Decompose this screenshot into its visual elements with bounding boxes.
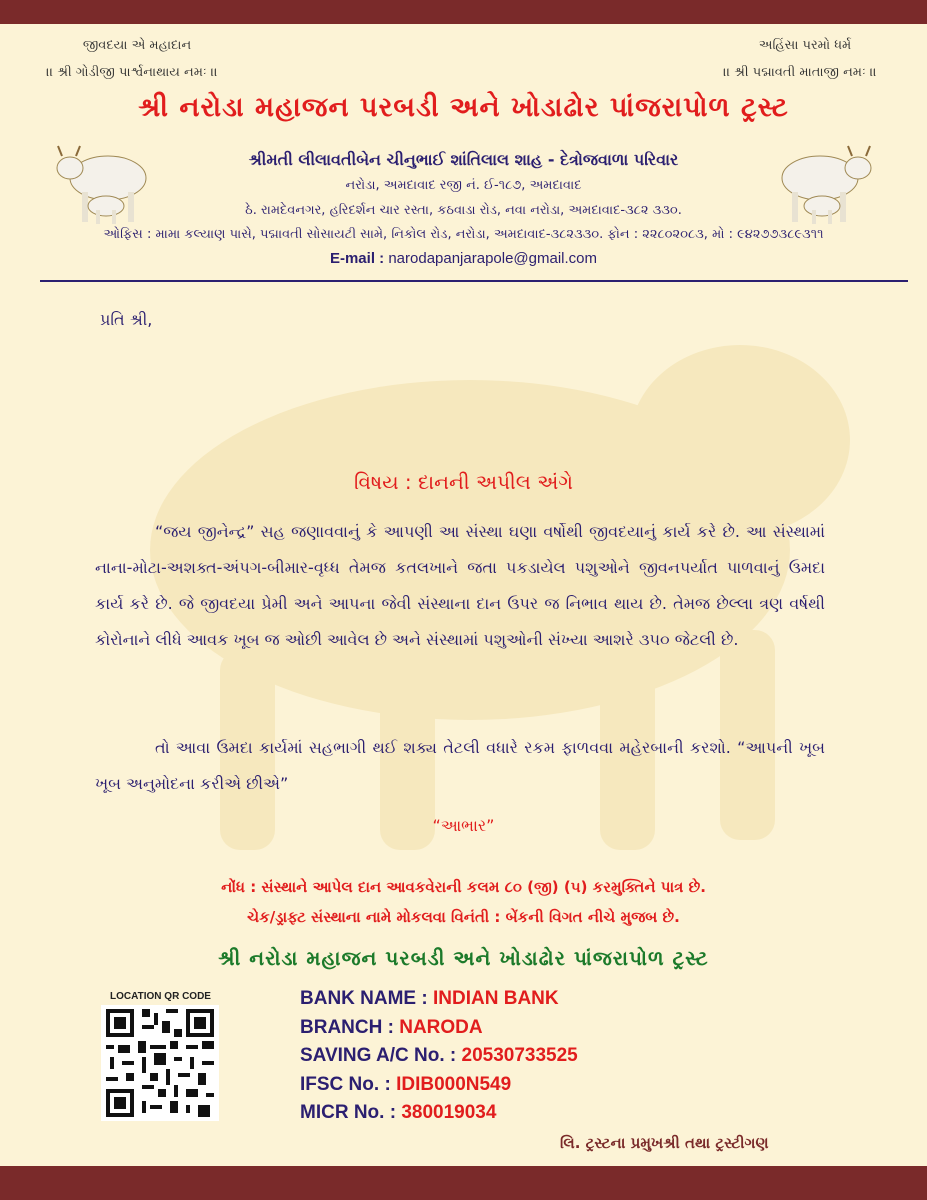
bank-detail-value: 20530733525 (461, 1045, 578, 1066)
qr-caption: LOCATION QR CODE (110, 991, 211, 1002)
bank-detail-value: INDIAN BANK (433, 988, 559, 1009)
family-name: શ્રીમતી લીલાવતીબેન ચીનુભાઈ શાંતિલાલ શાહ - દેત્રોજવાળા પરિવાર (248, 150, 679, 169)
email-address: narodapanjarapole@gmail.com (388, 250, 598, 267)
letter-subject: વિષય : દાનની અપીલ અંગે (354, 470, 573, 494)
thanks-line: “આભાર” (432, 816, 495, 835)
bank-branch-row (300, 1017, 483, 1039)
bank-micr-row (300, 1102, 496, 1124)
registration-line: નરોડા, અમદાવાદ રજી નં. ઈ-૧૮૭, અમદાવાદ (345, 178, 582, 193)
trust-name-footer: શ્રી નરોડા મહાજન પરબડી અને ખોડાઢોર પાંજરાપોળ ટ્રસ્ટ (218, 946, 709, 970)
qr-code-icon (101, 1005, 219, 1121)
bank-detail-label: BANK NAME : (300, 988, 433, 1009)
bank-detail-label: IFSC No. : (300, 1074, 397, 1095)
header-divider (40, 280, 908, 282)
signature-line: લિ. ટ્રસ્ટના પ્રમુખશ્રી તથા ટ્રસ્ટીગણ (560, 1134, 769, 1152)
header-invocation-right: ।। શ્રી પદ્માવતી માતાજી નમઃ ।। (723, 65, 877, 80)
bottom-border-band (0, 1166, 927, 1200)
bank-detail-value: 380019034 (401, 1102, 497, 1123)
bank-detail-label: BRANCH : (300, 1017, 400, 1038)
bank-name-row (300, 988, 559, 1010)
top-border-band (0, 0, 927, 24)
bank-detail-label: MICR No. : (300, 1102, 402, 1123)
trust-title: શ્રી નરોડા મહાજન પરબડી અને ખોડાઢોર પાંજરાપોળ ટ્રસ્ટ (138, 92, 789, 123)
header-invocation-left: ।। શ્રી ગોડીજી પાર્શ્વનાથાય નમઃ ।। (46, 65, 218, 80)
email-label: E-mail : (329, 250, 389, 267)
header-motto-left: જીવદયા એ મહાદાન (82, 38, 192, 53)
location-qr-code[interactable] (101, 1005, 219, 1121)
header-motto-right: અહિંસા પરમો ધર્મ (758, 38, 852, 53)
bank-detail-value: IDIB000N549 (396, 1074, 512, 1095)
bank-ifsc-row (300, 1074, 511, 1096)
cheque-instruction-note: ચેક/ડ્રાફ્ટ સંસ્થાના નામે મોકલવા વિનંતી : બેંકની વિગત નીચે મુજબ છે. (247, 908, 680, 926)
bank-account-row (300, 1045, 578, 1067)
tax-exemption-note: નોંધ : સંસ્થાને આપેલ દાન આવકવેરાની કલમ ૮૦ (જી) (૫) કરમુક્તિને પાત્ર છે. (221, 878, 706, 896)
bank-detail-label: SAVING A/C No. : (300, 1045, 462, 1066)
letter-paragraph: “જય જીનેન્દ્ર” સહ જણાવવાનું કે આપણી આ સંસ્થા ઘણા વર્ષોથી જીવદયાનું કાર્ય કરે છે. આ સંસ્થામાં નાના-મોટા-અશક્ત-અંપગ-બીમાર-વૃધ્ધ તેમજ કતલખાને જતા પકડાયેલ પશુઓને જીવનપર્યાત પાળવાનું ઉમદા કાર્ય કરે છે. જે જીવદયા પ્રેમી અને આપના જેવી સંસ્થાના દાન ઉપર જ નિભાવ થાય છે. તેમજ છેલ્લા ત્રણ વર્ષથી કોરોનાને લીધે આવક ખૂબ જ ઓછી આવેલ છે અને સંસ્થામાં પશુઓની સંખ્યા આશરે ૩૫૦ જેટલી છે. (95, 522, 825, 649)
salutation: પ્રતિ શ્રી, (100, 310, 153, 329)
address-line: ઠે. રામદેવનગર, હરિદર્શન ચાર રસ્તા, કઠવાડા રોડ, નવા નરોડા, અમદાવાદ-૩૮૨ ૩૩૦. (245, 203, 682, 218)
letter-paragraph: તો આવા ઉમદા કાર્યમાં સહભાગી થઈ શક્ય તેટલી વધારે રકમ ફાળવવા મહેરબાની કરશો. “આપની ખૂબ ખૂબ અનુમોદના કરીએ છીએ” (95, 738, 825, 793)
email-line (0, 250, 927, 267)
office-address-line: ઓફિસ : મામા કલ્યાણ પાસે, પદ્માવતી સોસાયટી સામે, નિકોલ રોડ, નરોડા, અમદાવાદ-૩૮૨૩૩૦. ફોન : ૨૨૮૦૨૦૮૩, મો : ૯૪૨૭૭૩૮૯૩૧૧ (103, 227, 824, 242)
bank-detail-value: NARODA (399, 1017, 483, 1038)
